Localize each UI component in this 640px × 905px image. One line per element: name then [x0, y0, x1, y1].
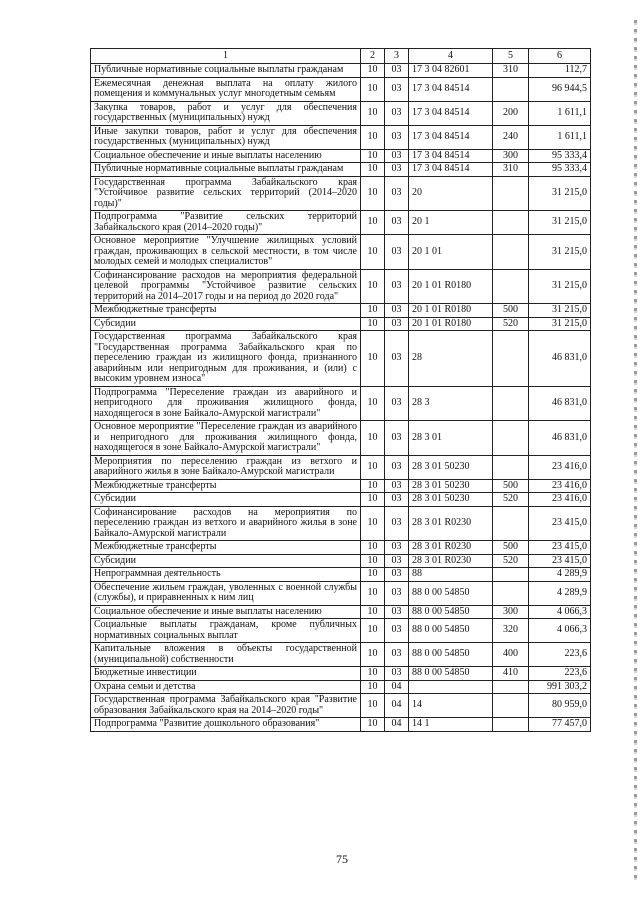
target-article-cell: 28 3 01 50230 — [409, 479, 493, 493]
subsection-code-cell: 04 — [385, 718, 409, 732]
table-header-row — [91, 49, 591, 64]
column-header: 2 — [361, 49, 385, 64]
table-row — [91, 581, 591, 605]
expense-name-cell: Обеспечение жильем граждан, уволенных с военной службы (службы), и приравненных к ним лиц — [91, 581, 361, 605]
table-row — [91, 331, 591, 387]
target-article-cell: 28 3 01 R0230 — [409, 554, 493, 568]
expense-type-cell — [493, 331, 529, 387]
expense-name-cell: Софинансирование расходов на мероприятия по переселению граждан из ветхого и аварийного жилья в зоне Байкало-Амурской магистрали — [91, 506, 361, 541]
expense-name-cell: Субсидии — [91, 493, 361, 507]
expense-type-cell: 310 — [493, 64, 529, 78]
subsection-code-cell: 03 — [385, 317, 409, 331]
expense-type-cell: 500 — [493, 541, 529, 555]
amount-cell: 31 215,0 — [529, 304, 591, 318]
section-code-cell: 10 — [361, 541, 385, 555]
expense-type-cell: 520 — [493, 554, 529, 568]
amount-cell: 23 415,0 — [529, 506, 591, 541]
section-code-cell: 10 — [361, 101, 385, 125]
amount-cell: 31 215,0 — [529, 176, 591, 211]
amount-cell: 4 066,3 — [529, 619, 591, 643]
table-row — [91, 211, 591, 235]
expense-name-cell: Капитальные вложения в объекты государственной (муниципальной) собственности — [91, 643, 361, 667]
amount-cell: 23 415,0 — [529, 541, 591, 555]
target-article-cell: 88 0 00 54850 — [409, 667, 493, 681]
expense-name-cell: Межбюджетные трансферты — [91, 479, 361, 493]
target-article-cell: 28 3 01 R0230 — [409, 541, 493, 555]
amount-cell: 23 416,0 — [529, 455, 591, 479]
amount-cell: 23 416,0 — [529, 479, 591, 493]
expense-type-cell: 520 — [493, 317, 529, 331]
section-code-cell: 10 — [361, 694, 385, 718]
column-header: 4 — [409, 49, 493, 64]
table-row — [91, 493, 591, 507]
expense-name-cell: Подпрограмма "Развитие дошкольного образования" — [91, 718, 361, 732]
subsection-code-cell: 03 — [385, 479, 409, 493]
section-code-cell: 10 — [361, 386, 385, 421]
section-code-cell: 10 — [361, 718, 385, 732]
subsection-code-cell: 03 — [385, 667, 409, 681]
amount-cell: 4 289,9 — [529, 568, 591, 582]
table-row — [91, 269, 591, 304]
target-article-cell: 17 3 04 82601 — [409, 64, 493, 78]
subsection-code-cell: 03 — [385, 605, 409, 619]
section-code-cell: 10 — [361, 667, 385, 681]
expense-name-cell: Софинансирование расходов на мероприятия федеральной целевой программы "Устойчивое развитие сельских территорий на 2014–2017 годы и на период до 2020 года" — [91, 269, 361, 304]
table-row — [91, 718, 591, 732]
section-code-cell: 10 — [361, 304, 385, 318]
expense-type-cell: 500 — [493, 304, 529, 318]
expense-type-cell — [493, 269, 529, 304]
amount-cell: 223,6 — [529, 667, 591, 681]
table-row — [91, 605, 591, 619]
section-code-cell: 10 — [361, 77, 385, 101]
target-article-cell: 28 3 01 50230 — [409, 493, 493, 507]
table-row — [91, 619, 591, 643]
column-header: 5 — [493, 49, 529, 64]
table-row — [91, 667, 591, 681]
table-row — [91, 317, 591, 331]
subsection-code-cell: 03 — [385, 643, 409, 667]
section-code-cell: 10 — [361, 619, 385, 643]
expense-name-cell: Социальные выплаты гражданам, кроме публичных нормативных социальных выплат — [91, 619, 361, 643]
subsection-code-cell: 04 — [385, 680, 409, 694]
amount-cell: 31 215,0 — [529, 317, 591, 331]
expense-type-cell: 520 — [493, 493, 529, 507]
expense-type-cell — [493, 386, 529, 421]
section-code-cell: 10 — [361, 554, 385, 568]
expense-name-cell: Подпрограмма "Переселение граждан из аварийного и непригодного для проживания жилищного фонда, находящегося в зоне Байкало-Амурской магистрали" — [91, 386, 361, 421]
expense-type-cell: 300 — [493, 149, 529, 163]
subsection-code-cell: 03 — [385, 235, 409, 270]
section-code-cell: 10 — [361, 235, 385, 270]
expense-type-cell: 320 — [493, 619, 529, 643]
target-article-cell: 28 3 01 — [409, 421, 493, 456]
subsection-code-cell: 03 — [385, 581, 409, 605]
section-code-cell: 10 — [361, 269, 385, 304]
expense-name-cell: Субсидии — [91, 554, 361, 568]
target-article-cell: 17 3 04 84514 — [409, 77, 493, 101]
table-row — [91, 77, 591, 101]
amount-cell: 23 416,0 — [529, 493, 591, 507]
section-code-cell: 10 — [361, 643, 385, 667]
section-code-cell: 10 — [361, 680, 385, 694]
subsection-code-cell: 03 — [385, 304, 409, 318]
section-code-cell: 10 — [361, 64, 385, 78]
section-code-cell: 10 — [361, 125, 385, 149]
expense-type-cell — [493, 235, 529, 270]
table-row — [91, 568, 591, 582]
amount-cell: 80 959,0 — [529, 694, 591, 718]
expense-name-cell: Непрограммная деятельность — [91, 568, 361, 582]
section-code-cell: 10 — [361, 605, 385, 619]
expense-type-cell — [493, 455, 529, 479]
target-article-cell: 20 1 01 R0180 — [409, 304, 493, 318]
column-header: 6 — [529, 49, 591, 64]
expense-name-cell: Закупка товаров, работ и услуг для обеспечения государственных (муниципальных) нужд — [91, 101, 361, 125]
expense-name-cell: Иные закупки товаров, работ и услуг для обеспечения государственных (муниципальных) нужд — [91, 125, 361, 149]
column-header: 1 — [91, 49, 361, 64]
expense-type-cell — [493, 581, 529, 605]
section-code-cell: 10 — [361, 163, 385, 177]
amount-cell: 95 333,4 — [529, 163, 591, 177]
expense-name-cell: Межбюджетные трансферты — [91, 304, 361, 318]
subsection-code-cell: 03 — [385, 331, 409, 387]
table-row — [91, 149, 591, 163]
subsection-code-cell: 03 — [385, 455, 409, 479]
section-code-cell: 10 — [361, 493, 385, 507]
subsection-code-cell: 03 — [385, 149, 409, 163]
table-row — [91, 421, 591, 456]
amount-cell: 4 289,9 — [529, 581, 591, 605]
subsection-code-cell: 03 — [385, 493, 409, 507]
section-code-cell: 10 — [361, 568, 385, 582]
target-article-cell: 88 0 00 54850 — [409, 605, 493, 619]
amount-cell: 1 611,1 — [529, 125, 591, 149]
amount-cell: 31 215,0 — [529, 211, 591, 235]
section-code-cell: 10 — [361, 506, 385, 541]
target-article-cell: 20 1 01 — [409, 235, 493, 270]
table-row — [91, 554, 591, 568]
expense-name-cell: Основное мероприятие "Улучшение жилищных условий граждан, проживающих в сельской местности, в том числе молодых семей и молодых специалистов" — [91, 235, 361, 270]
target-article-cell: 28 3 01 50230 — [409, 455, 493, 479]
amount-cell: 4 066,3 — [529, 605, 591, 619]
subsection-code-cell: 03 — [385, 506, 409, 541]
section-code-cell: 10 — [361, 331, 385, 387]
expense-name-cell: Субсидии — [91, 317, 361, 331]
subsection-code-cell: 03 — [385, 211, 409, 235]
amount-cell: 112,7 — [529, 64, 591, 78]
expense-type-cell: 500 — [493, 479, 529, 493]
subsection-code-cell: 03 — [385, 64, 409, 78]
target-article-cell: 20 1 01 R0180 — [409, 317, 493, 331]
target-article-cell: 17 3 04 84514 — [409, 125, 493, 149]
amount-cell: 96 944,5 — [529, 77, 591, 101]
amount-cell: 31 215,0 — [529, 235, 591, 270]
amount-cell: 46 831,0 — [529, 421, 591, 456]
table-row — [91, 694, 591, 718]
table-row — [91, 541, 591, 555]
expense-type-cell: 310 — [493, 163, 529, 177]
page-edge-shadow — [634, 20, 637, 880]
expense-type-cell — [493, 211, 529, 235]
table-row — [91, 680, 591, 694]
expense-name-cell: Основное мероприятие "Переселение граждан из аварийного и непригодного для проживания жилищного фонда, находящегося в зоне Байкало-Амурской магистрали" — [91, 421, 361, 456]
expense-type-cell — [493, 718, 529, 732]
subsection-code-cell: 04 — [385, 694, 409, 718]
amount-cell: 77 457,0 — [529, 718, 591, 732]
expense-name-cell: Государственная программа Забайкальского края "Государственная программа Забайкальского края по переселению граждан из жилищного фонда, признанного аварийным или непригодным для проживания, и (или) с высоким уровнем износа" — [91, 331, 361, 387]
expense-type-cell — [493, 176, 529, 211]
subsection-code-cell: 03 — [385, 77, 409, 101]
table-row — [91, 643, 591, 667]
expense-type-cell — [493, 506, 529, 541]
subsection-code-cell: 03 — [385, 101, 409, 125]
section-code-cell: 10 — [361, 479, 385, 493]
expense-name-cell: Государственная программа Забайкальского края "Устойчивое развитие сельских территорий (2014–2020 годы)" — [91, 176, 361, 211]
subsection-code-cell: 03 — [385, 541, 409, 555]
target-article-cell: 14 — [409, 694, 493, 718]
amount-cell: 1 611,1 — [529, 101, 591, 125]
amount-cell: 46 831,0 — [529, 331, 591, 387]
table-row — [91, 235, 591, 270]
amount-cell: 46 831,0 — [529, 386, 591, 421]
target-article-cell: 88 0 00 54850 — [409, 619, 493, 643]
expense-type-cell — [493, 694, 529, 718]
table-row — [91, 163, 591, 177]
expense-name-cell: Бюджетные инвестиции — [91, 667, 361, 681]
column-header: 3 — [385, 49, 409, 64]
expense-name-cell: Публичные нормативные социальные выплаты гражданам — [91, 64, 361, 78]
expense-name-cell: Публичные нормативные социальные выплаты гражданам — [91, 163, 361, 177]
subsection-code-cell: 03 — [385, 619, 409, 643]
expense-name-cell: Подпрограмма "Развитие сельских территорий Забайкальского края (2014–2020 годы)" — [91, 211, 361, 235]
amount-cell: 31 215,0 — [529, 269, 591, 304]
table-row — [91, 304, 591, 318]
target-article-cell: 28 3 01 R0230 — [409, 506, 493, 541]
target-article-cell: 17 3 04 84514 — [409, 149, 493, 163]
budget-table — [90, 48, 591, 732]
page-number: 75 — [336, 852, 348, 866]
section-code-cell: 10 — [361, 421, 385, 456]
expense-name-cell: Охрана семьи и детства — [91, 680, 361, 694]
target-article-cell — [409, 680, 493, 694]
target-article-cell: 20 1 — [409, 211, 493, 235]
expense-type-cell — [493, 77, 529, 101]
amount-cell: 23 415,0 — [529, 554, 591, 568]
table-row — [91, 506, 591, 541]
amount-cell: 223,6 — [529, 643, 591, 667]
target-article-cell: 28 — [409, 331, 493, 387]
target-article-cell: 17 3 04 84514 — [409, 163, 493, 177]
subsection-code-cell: 03 — [385, 269, 409, 304]
expense-type-cell: 400 — [493, 643, 529, 667]
amount-cell: 95 333,4 — [529, 149, 591, 163]
expense-name-cell: Мероприятия по переселению граждан из ветхого и аварийного жилья в зоне Байкало-Амурской магистрали — [91, 455, 361, 479]
table-row — [91, 455, 591, 479]
expense-name-cell: Социальное обеспечение и иные выплаты населению — [91, 605, 361, 619]
subsection-code-cell: 03 — [385, 125, 409, 149]
section-code-cell: 10 — [361, 176, 385, 211]
expense-type-cell — [493, 680, 529, 694]
subsection-code-cell: 03 — [385, 176, 409, 211]
table-row — [91, 64, 591, 78]
expense-name-cell: Межбюджетные трансферты — [91, 541, 361, 555]
target-article-cell: 17 3 04 84514 — [409, 101, 493, 125]
target-article-cell: 20 1 01 R0180 — [409, 269, 493, 304]
subsection-code-cell: 03 — [385, 568, 409, 582]
table-row — [91, 479, 591, 493]
table-row — [91, 386, 591, 421]
section-code-cell: 10 — [361, 211, 385, 235]
expense-type-cell: 410 — [493, 667, 529, 681]
expense-name-cell: Государственная программа Забайкальского края "Развитие образования Забайкальского края на 2014–2020 годы" — [91, 694, 361, 718]
target-article-cell: 88 0 00 54850 — [409, 581, 493, 605]
expense-type-cell — [493, 568, 529, 582]
expense-name-cell: Социальное обеспечение и иные выплаты населению — [91, 149, 361, 163]
table-row — [91, 176, 591, 211]
table-row — [91, 125, 591, 149]
subsection-code-cell: 03 — [385, 554, 409, 568]
expense-type-cell: 240 — [493, 125, 529, 149]
expense-type-cell: 300 — [493, 605, 529, 619]
expense-type-cell: 200 — [493, 101, 529, 125]
subsection-code-cell: 03 — [385, 386, 409, 421]
table-row — [91, 101, 591, 125]
amount-cell: 991 303,2 — [529, 680, 591, 694]
expense-type-cell — [493, 421, 529, 456]
target-article-cell: 88 0 00 54850 — [409, 643, 493, 667]
section-code-cell: 10 — [361, 455, 385, 479]
subsection-code-cell: 03 — [385, 421, 409, 456]
subsection-code-cell: 03 — [385, 163, 409, 177]
section-code-cell: 10 — [361, 317, 385, 331]
expense-name-cell: Ежемесячная денежная выплата на оплату жилого помещения и коммунальных услуг многодетным семьям — [91, 77, 361, 101]
section-code-cell: 10 — [361, 149, 385, 163]
section-code-cell: 10 — [361, 581, 385, 605]
target-article-cell: 28 3 — [409, 386, 493, 421]
target-article-cell: 20 — [409, 176, 493, 211]
target-article-cell: 88 — [409, 568, 493, 582]
target-article-cell: 14 1 — [409, 718, 493, 732]
